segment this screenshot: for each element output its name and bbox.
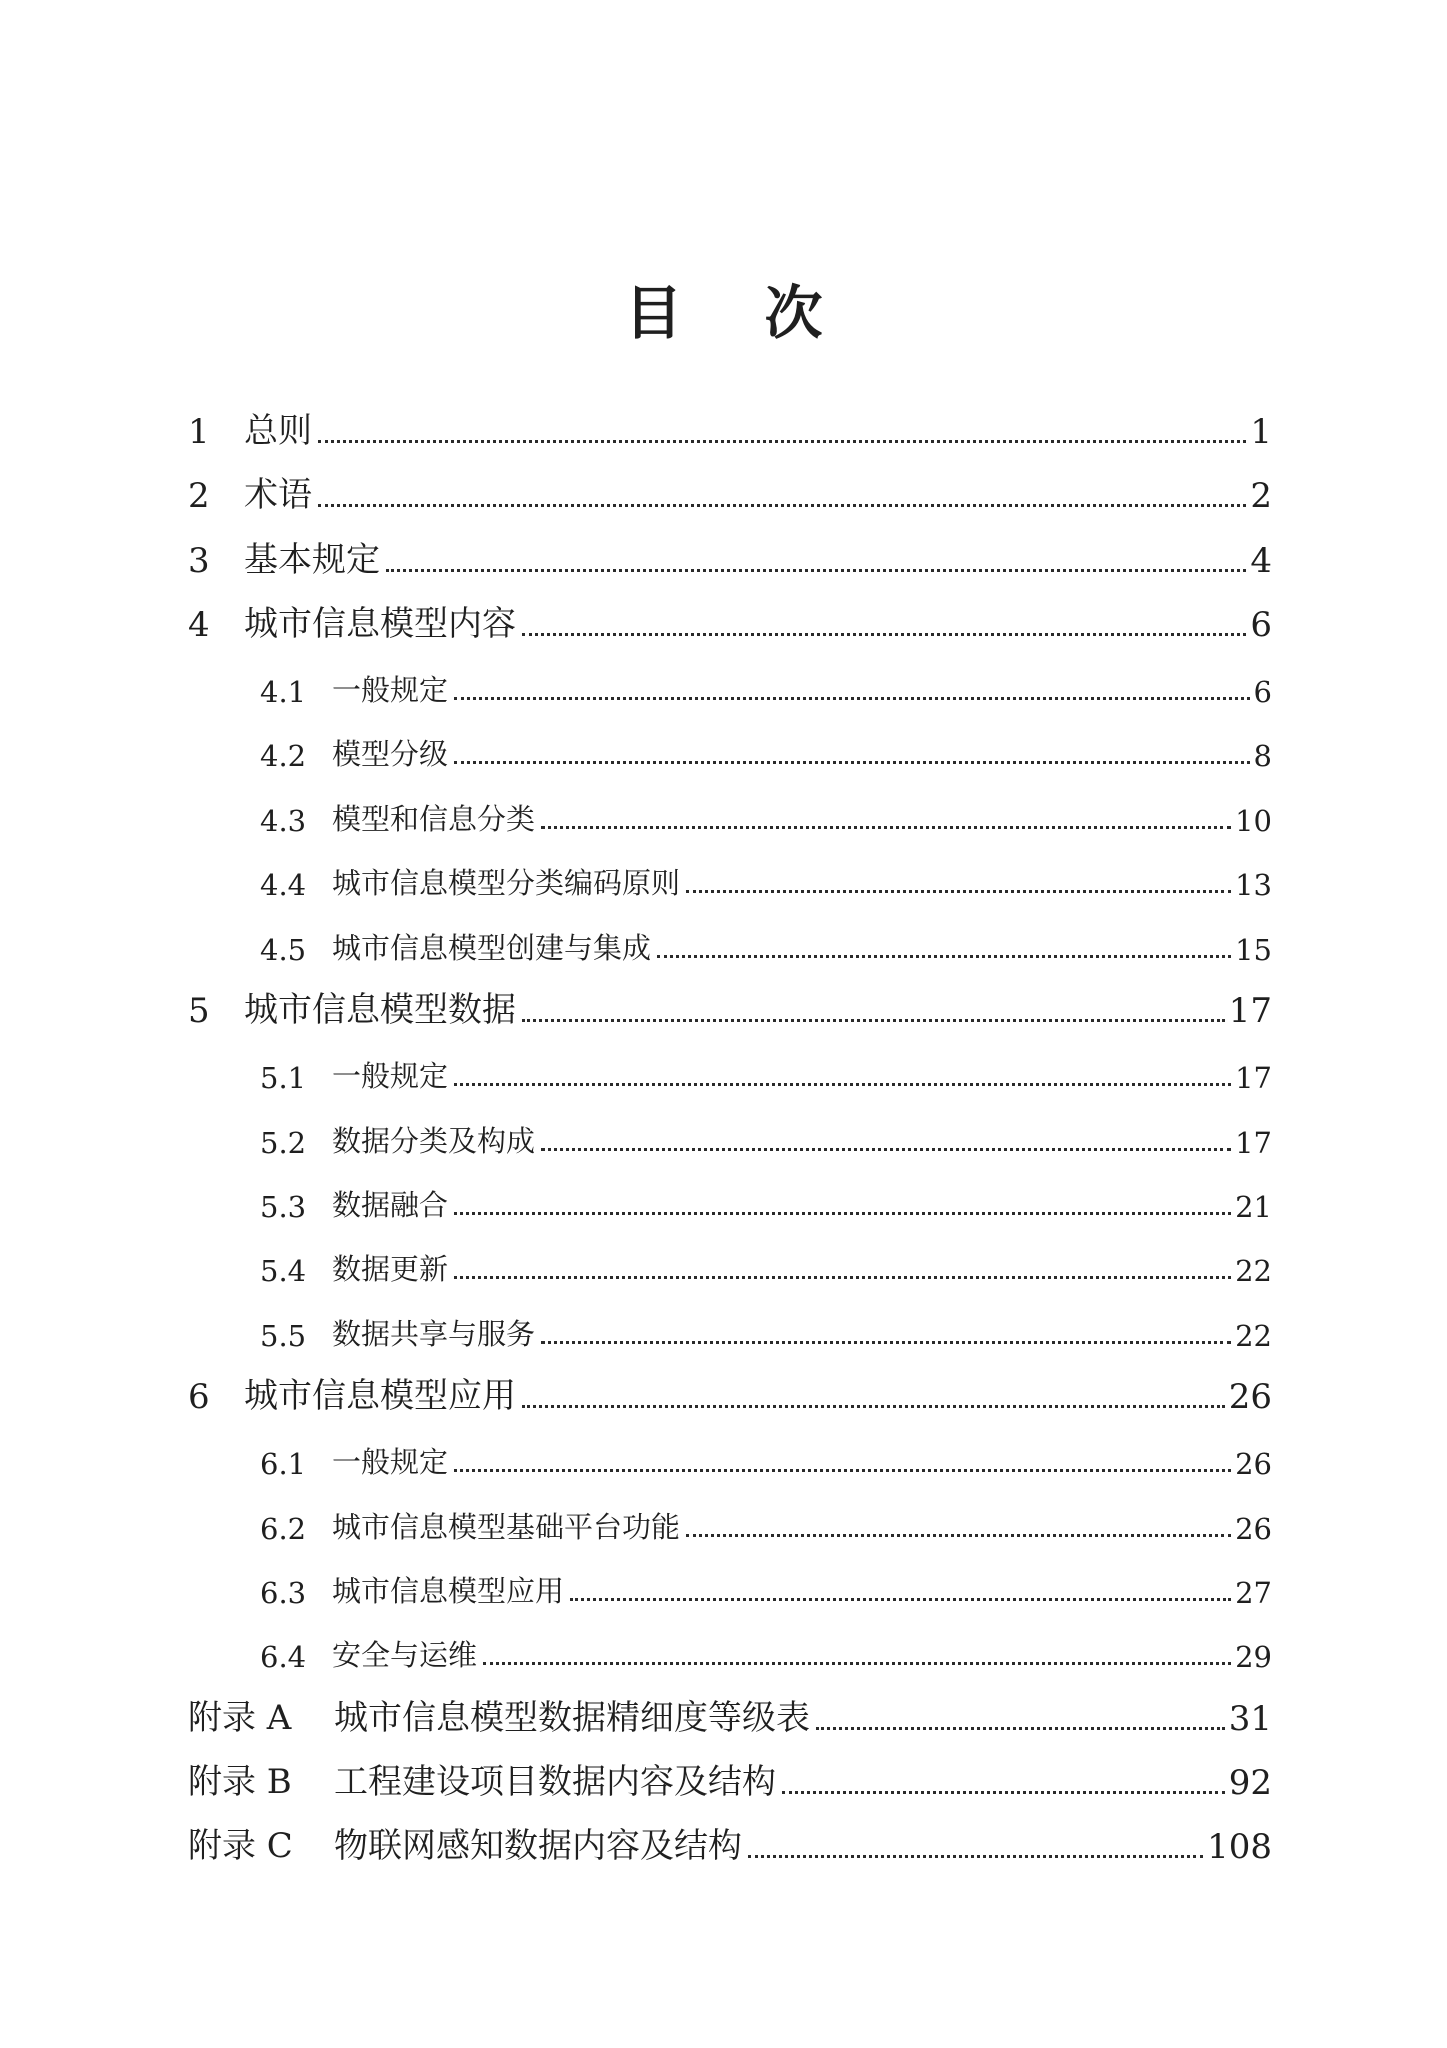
toc-entry-page: 13 (1235, 868, 1272, 902)
toc-subentry[interactable] (260, 1244, 1272, 1288)
toc-entry-page: 8 (1253, 739, 1272, 773)
toc-entry-number: 4.4 (260, 868, 307, 902)
toc-subentry[interactable] (260, 1630, 1272, 1674)
toc-appendix-entry[interactable] (188, 1695, 1272, 1739)
toc-entry-title: 总则 (244, 411, 312, 451)
page-title-part2: 次 (764, 279, 823, 347)
toc-dot-leader (454, 1083, 1231, 1086)
toc-entry-number: 5 (188, 991, 210, 1031)
toc-entry-title: 工程建设项目数据内容及结构 (334, 1762, 776, 1802)
toc-entry-title: 城市信息模型数据精细度等级表 (334, 1698, 810, 1738)
toc-entry-number: 3 (188, 541, 210, 581)
toc-entry-number: 4.2 (260, 739, 307, 773)
page-title-part1: 目 (624, 279, 683, 347)
toc-dot-leader (454, 761, 1250, 764)
toc-dot-leader (782, 1791, 1225, 1794)
toc-dot-leader (483, 1662, 1231, 1665)
toc-entry-title: 城市信息模型分类编码原则 (332, 866, 681, 900)
toc-entry-page: 21 (1235, 1190, 1272, 1224)
toc-entry-number: 6.2 (260, 1512, 307, 1546)
toc-entry-page: 1 (1250, 412, 1272, 452)
toc-subentry[interactable] (260, 1502, 1272, 1546)
toc-entry-title: 城市信息模型创建与集成 (332, 931, 652, 965)
toc-dot-leader (748, 1855, 1203, 1858)
toc-entry-title: 一般规定 (332, 673, 449, 707)
toc-subentry[interactable] (260, 665, 1272, 709)
toc-dot-leader (686, 1534, 1231, 1537)
toc-entry-title: 术语 (244, 475, 312, 515)
toc-entry-page: 6 (1250, 605, 1272, 645)
toc-entry[interactable] (188, 408, 1272, 452)
toc-dot-leader (522, 1019, 1225, 1022)
toc-entry-page: 6 (1253, 675, 1272, 709)
toc-dot-leader (541, 826, 1231, 829)
toc-entry[interactable] (188, 472, 1272, 516)
toc-entry-number: 附录 A (188, 1698, 292, 1738)
toc-entry-page: 31 (1228, 1699, 1272, 1739)
toc-entry-number: 6 (188, 1377, 210, 1417)
toc-entry-title: 物联网感知数据内容及结构 (334, 1826, 742, 1866)
toc-dot-leader (570, 1598, 1231, 1601)
toc-dot-leader (541, 1341, 1231, 1344)
toc-subentry[interactable] (260, 1051, 1272, 1095)
toc-entry-page: 29 (1235, 1640, 1272, 1674)
toc-dot-leader (454, 1212, 1231, 1215)
toc-entry-page: 2 (1250, 476, 1272, 516)
toc-entry-number: 5.3 (260, 1190, 307, 1224)
toc-dot-leader (386, 569, 1246, 572)
toc-entry-number: 6.1 (260, 1447, 307, 1481)
toc-dot-leader (541, 1148, 1231, 1151)
toc-dot-leader (657, 955, 1231, 958)
toc-entry-title: 数据更新 (332, 1252, 449, 1286)
toc-entry-title: 城市信息模型数据 (244, 990, 516, 1030)
toc-entry-number: 5.2 (260, 1126, 307, 1160)
toc-entry-title: 城市信息模型内容 (244, 604, 516, 644)
toc-dot-leader (318, 504, 1246, 507)
toc-subentry[interactable] (260, 923, 1272, 967)
toc-entry-title: 城市信息模型基础平台功能 (332, 1510, 681, 1544)
toc-subentry[interactable] (260, 1180, 1272, 1224)
toc-dot-leader (522, 1405, 1225, 1408)
toc-entry-page: 27 (1235, 1576, 1272, 1610)
page-title (0, 278, 1447, 348)
toc-entry-page: 10 (1235, 804, 1272, 838)
toc-subentry[interactable] (260, 794, 1272, 838)
toc-entry-title: 数据融合 (332, 1188, 449, 1222)
toc-entry-number: 5.4 (260, 1254, 307, 1288)
toc-subentry[interactable] (260, 1437, 1272, 1481)
toc-entry[interactable] (188, 1373, 1272, 1417)
toc-dot-leader (454, 1469, 1231, 1472)
toc-dot-leader (522, 633, 1246, 636)
toc-entry-page: 22 (1235, 1254, 1272, 1288)
toc-entry-number: 附录 C (188, 1826, 293, 1866)
toc-entry-title: 城市信息模型应用 (332, 1574, 565, 1608)
toc-entry-title: 模型分级 (332, 737, 449, 771)
toc-subentry[interactable] (260, 729, 1272, 773)
toc-entry-page: 17 (1228, 991, 1272, 1031)
toc-dot-leader (454, 1276, 1231, 1279)
toc-entry-title: 一般规定 (332, 1059, 449, 1093)
toc-dot-leader (318, 440, 1246, 443)
toc-entry-number: 附录 B (188, 1762, 292, 1802)
toc-entry-number: 4.5 (260, 933, 307, 967)
toc-entry-title: 城市信息模型应用 (244, 1376, 516, 1416)
toc-entry-number: 6.3 (260, 1576, 307, 1610)
toc-entry-number: 2 (188, 476, 210, 516)
toc-entry-title: 数据共享与服务 (332, 1317, 536, 1351)
toc-entry-title: 模型和信息分类 (332, 802, 536, 836)
toc-subentry[interactable] (260, 1309, 1272, 1353)
toc-entry-title: 数据分类及构成 (332, 1124, 536, 1158)
toc-entry-page: 17 (1235, 1061, 1272, 1095)
toc-entry[interactable] (188, 601, 1272, 645)
toc-entry-page: 22 (1235, 1319, 1272, 1353)
toc-entry[interactable] (188, 987, 1272, 1031)
toc-entry-page: 15 (1235, 933, 1272, 967)
toc-entry-number: 4.1 (260, 675, 307, 709)
toc-subentry[interactable] (260, 1116, 1272, 1160)
toc-entry-title: 基本规定 (244, 540, 380, 580)
toc-appendix-entry[interactable] (188, 1823, 1272, 1867)
toc-entry-number: 4.3 (260, 804, 307, 838)
toc-subentry[interactable] (260, 858, 1272, 902)
toc-dot-leader (816, 1727, 1225, 1730)
toc-entry-title: 一般规定 (332, 1445, 449, 1479)
toc-entry-number: 6.4 (260, 1640, 307, 1674)
toc-entry-page: 4 (1250, 541, 1272, 581)
toc-entry-page: 108 (1207, 1827, 1272, 1867)
toc-appendix-entry[interactable] (188, 1759, 1272, 1803)
toc-entry-page: 26 (1235, 1512, 1272, 1546)
toc-entry-number: 5.5 (260, 1319, 307, 1353)
toc-dot-leader (454, 697, 1250, 700)
toc-entry[interactable] (188, 537, 1272, 581)
toc-entry-page: 26 (1235, 1447, 1272, 1481)
toc-entry-number: 5.1 (260, 1061, 307, 1095)
toc-subentry[interactable] (260, 1566, 1272, 1610)
toc-dot-leader (686, 890, 1231, 893)
toc-entry-page: 26 (1228, 1377, 1272, 1417)
toc-entry-title: 安全与运维 (332, 1638, 478, 1672)
toc-entry-number: 1 (188, 412, 210, 452)
toc-entry-page: 92 (1228, 1763, 1272, 1803)
toc-entry-number: 4 (188, 605, 210, 645)
toc-entry-page: 17 (1235, 1126, 1272, 1160)
